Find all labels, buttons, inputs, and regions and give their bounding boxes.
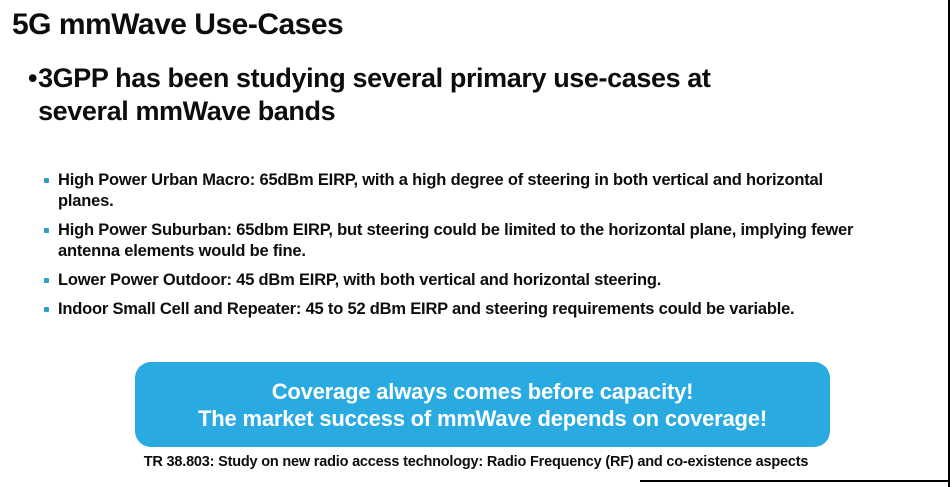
bullet-dot-icon: [44, 307, 49, 312]
list-item: [44, 299, 874, 320]
slide-edge-bottom-divider: [640, 480, 950, 482]
footer-reference: TR 38.803: Study on new radio access technology: Radio Frequency (RF) and co-existence aspects: [143, 454, 809, 470]
use-case-list: [44, 170, 874, 328]
subtitle-bullet: [28, 62, 790, 128]
list-item-text: High Power Suburban: 65dbm EIRP, but steering could be limited to the horizontal plane, implying fewer antenna elements would be fine.: [58, 221, 854, 260]
callout-line-2: The market success of mmWave depends on coverage!: [198, 405, 767, 431]
bullet-dot-icon: [44, 178, 49, 183]
bullet-marker-icon: •: [28, 63, 38, 93]
subtitle-text: 3GPP has been studying several primary use-cases at several mmWave bands: [38, 63, 711, 126]
coverage-callout-box: [135, 362, 830, 447]
slide-edge-right-divider: [948, 0, 950, 487]
bullet-dot-icon: [44, 278, 49, 283]
callout-line-1: Coverage always comes before capacity!: [271, 378, 694, 404]
list-item-text: Indoor Small Cell and Repeater: 45 to 52 dBm EIRP and steering requirements could be variable.: [58, 300, 795, 318]
bullet-dot-icon: [44, 228, 49, 233]
list-item-text: Lower Power Outdoor: 45 dBm EIRP, with both vertical and horizontal steering.: [58, 271, 662, 289]
list-item-text: High Power Urban Macro: 65dBm EIRP, with a high degree of steering in both vertical and horizontal planes.: [58, 171, 823, 210]
list-item: [44, 270, 874, 291]
page-title: 5G mmWave Use-Cases: [12, 8, 344, 41]
list-item: [44, 220, 874, 262]
list-item: [44, 170, 874, 212]
